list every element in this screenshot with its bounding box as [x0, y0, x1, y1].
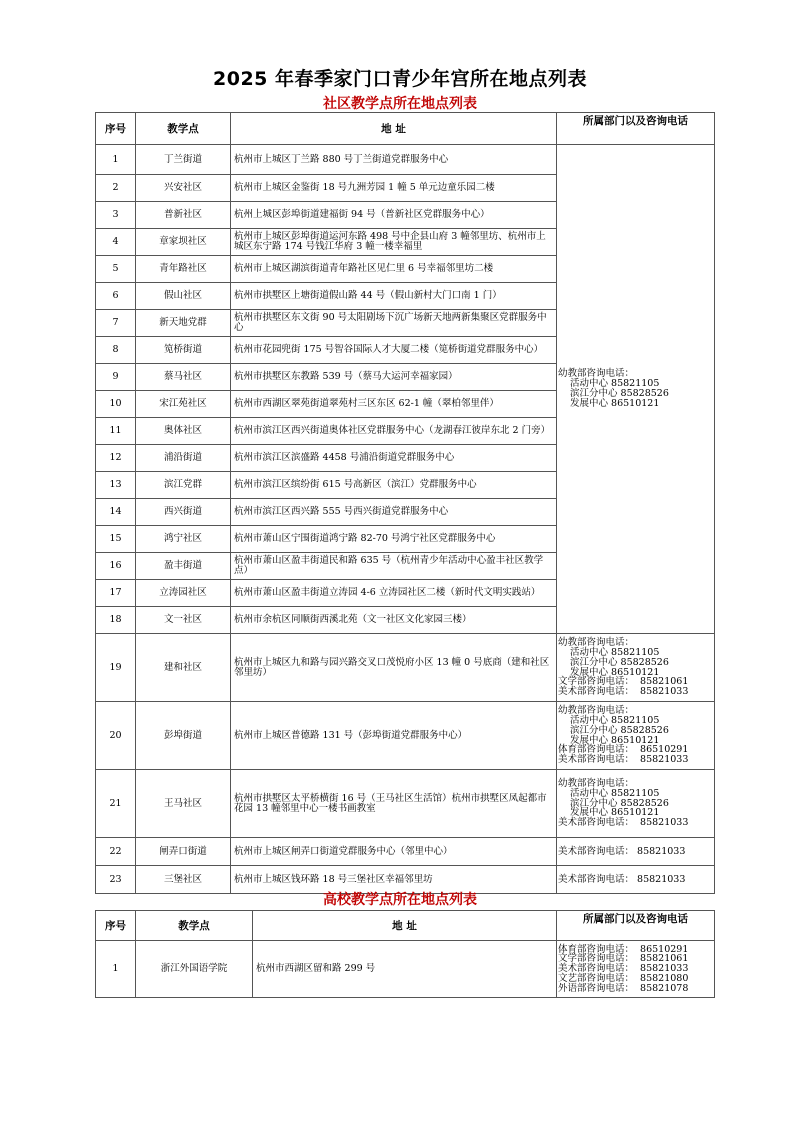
row-name: 笕桥街道	[136, 337, 231, 364]
contact-line: 幼教部咨询电话：	[558, 705, 635, 717]
row-num: 18	[96, 607, 136, 634]
row-address: 杭州市上城区丁兰路 880 号丁兰街道党群服务中心	[231, 145, 557, 175]
row-address: 杭州市上城区普德路 131 号（彭埠街道党群服务中心）	[231, 702, 557, 770]
row-name: 立涛园社区	[136, 580, 231, 607]
table-row	[96, 702, 715, 770]
row-name: 浙江外国语学院	[136, 941, 253, 998]
row-address: 杭州市上城区钱环路 18 号三堡社区幸福邻里坊	[231, 866, 557, 894]
table-row	[96, 634, 715, 702]
contact-line: 外语部咨询电话： 85821078	[558, 982, 689, 994]
row-num: 10	[96, 391, 136, 418]
header-addr: 地 址	[231, 113, 557, 145]
contact-line: 幼教部咨询电话：	[558, 778, 635, 789]
row-address: 杭州市西湖区留和路 299 号	[253, 941, 557, 998]
row-address: 杭州市滨江区缤纷街 615 号高新区（滨江）党群服务中心	[231, 472, 557, 499]
contact-line: 滨江分中心 85828526	[570, 724, 669, 736]
contact-line: 活动中心 85821105	[570, 714, 660, 726]
row-name: 建和社区	[136, 634, 231, 702]
row-name: 滨江党群	[136, 472, 231, 499]
row-address: 杭州市上城区彭埠街道运河东路 498 号中企县山府 3 幢邻里坊、杭州市上城区东宁路 174 号钱江华府 3 幢一楼幸福里	[231, 229, 557, 256]
row-address: 杭州市上城区九和路与园兴路交叉口茂悦府小区 13 幢 0 号底商（建和社区邻里坊）	[231, 634, 557, 702]
contact-line: 文学部咨询电话： 85821061	[558, 953, 689, 965]
contact-line: 活动中心 85821105	[570, 787, 660, 799]
row-num: 5	[96, 256, 136, 283]
contact-line: 滨江分中心 85828526	[570, 388, 669, 399]
row-name: 蔡马社区	[136, 364, 231, 391]
row-num: 2	[96, 175, 136, 202]
row-name: 青年路社区	[136, 256, 231, 283]
table-header-row	[96, 911, 715, 941]
row-address: 杭州市上城区湖滨街道青年路社区见仁里 6 号幸福邻里坊二楼	[231, 256, 557, 283]
row-address: 杭州市西湖区翠苑街道翠苑村三区东区 62-1 幢（翠柏邻里伴）	[231, 391, 557, 418]
row-num: 21	[96, 770, 136, 838]
row-num: 17	[96, 580, 136, 607]
contact-line: 文艺部咨询电话： 85821080	[558, 972, 689, 984]
row-name: 奥体社区	[136, 418, 231, 445]
row-name: 盈丰街道	[136, 553, 231, 580]
row-num: 6	[96, 283, 136, 310]
row-address: 杭州市萧山区盈丰街道立涛园 4-6 立涛园社区二楼（新时代文明实践站）	[231, 580, 557, 607]
contact-cell	[557, 634, 715, 702]
row-address: 杭州市上城区金鉴街 18 号九洲芳园 1 幢 5 单元边童乐园二楼	[231, 175, 557, 202]
row-num: 9	[96, 364, 136, 391]
contact-cell	[557, 145, 715, 634]
row-address: 杭州市上城区闸弄口街道党群服务中心（邻里中心）	[231, 838, 557, 866]
row-name: 兴安社区	[136, 175, 231, 202]
contact-line: 活动中心 85821105	[570, 646, 660, 658]
contact-cell	[557, 702, 715, 770]
university-location-table	[95, 910, 715, 998]
row-address: 杭州市拱墅区东教路 539 号（蔡马大运河幸福家园）	[231, 364, 557, 391]
header-num: 序号	[96, 911, 136, 941]
header-name: 教学点	[136, 113, 231, 145]
row-address: 杭州市余杭区同顺街西溪北苑（文一社区文化家园三楼）	[231, 607, 557, 634]
row-num: 3	[96, 202, 136, 229]
row-name: 假山社区	[136, 283, 231, 310]
row-num: 12	[96, 445, 136, 472]
contact-line: 发展中心 86510121	[570, 397, 660, 409]
row-address: 杭州市花园兜街 175 号智谷国际人才大厦二楼（笕桥街道党群服务中心）	[231, 337, 557, 364]
contact-line: 活动中心 85821105	[570, 378, 660, 390]
row-address: 杭州市滨江区西兴路 555 号西兴街道党群服务中心	[231, 499, 557, 526]
row-address: 杭州上城区彭埠街道建福街 94 号（普新社区党群服务中心）	[231, 202, 557, 229]
row-name: 文一社区	[136, 607, 231, 634]
row-address: 杭州市拱墅区东文街 90 号太阳剧场下沉广场新天地两新集聚区党群服务中心	[231, 310, 557, 337]
row-num: 23	[96, 866, 136, 894]
table-header-row	[96, 113, 715, 145]
row-address: 杭州市拱墅区上塘街道假山路 44 号（假山新村大门口南 1 门）	[231, 283, 557, 310]
contact-line: 美术部咨询电话： 85821033	[558, 817, 689, 829]
row-name: 浦沿街道	[136, 445, 231, 472]
header-dept: 所属部门以及咨询电话	[557, 113, 715, 145]
row-num: 7	[96, 310, 136, 337]
row-num: 4	[96, 229, 136, 256]
contact-line: 文学部咨询电话： 85821061	[558, 676, 689, 688]
row-num: 16	[96, 553, 136, 580]
row-num: 14	[96, 499, 136, 526]
row-num: 13	[96, 472, 136, 499]
row-num: 22	[96, 838, 136, 866]
university-list-subtitle: 高校教学点所在地点列表	[323, 892, 477, 908]
contact-line: 幼教部咨询电话：	[558, 637, 635, 649]
row-name: 西兴街道	[136, 499, 231, 526]
row-name: 普新社区	[136, 202, 231, 229]
row-num: 11	[96, 418, 136, 445]
row-name: 丁兰街道	[136, 145, 231, 175]
row-num: 1	[96, 145, 136, 175]
row-address: 杭州市萧山区盈丰街道民和路 635 号（杭州青少年活动中心盈丰社区教学点）	[231, 553, 557, 580]
page-title: 2025 年春季家门口青少年宫所在地点列表	[213, 68, 587, 90]
community-list-subtitle: 社区教学点所在地点列表	[323, 96, 477, 112]
contact-line: 发展中心 86510121	[570, 666, 660, 678]
row-address: 杭州市滨江区滨盛路 4458 号浦沿街道党群服务中心	[231, 445, 557, 472]
contact-line: 体育部咨询电话： 86510291	[558, 943, 689, 955]
table-row	[96, 838, 715, 866]
contact-line: 体育部咨询电话： 86510291	[558, 744, 689, 756]
contact-cell: 美术部咨询电话： 85821033	[557, 838, 715, 866]
row-num: 15	[96, 526, 136, 553]
row-name: 三堡社区	[136, 866, 231, 894]
row-num: 1	[96, 941, 136, 998]
header-num: 序号	[96, 113, 136, 145]
table-row	[96, 770, 715, 838]
header-addr: 地 址	[253, 911, 557, 941]
community-location-table	[95, 112, 715, 894]
contact-line: 发展中心 86510121	[570, 807, 660, 819]
header-name: 教学点	[136, 911, 253, 941]
row-num: 20	[96, 702, 136, 770]
table-row	[96, 941, 715, 998]
contact-cell	[557, 770, 715, 838]
header-dept: 所属部门以及咨询电话	[557, 911, 715, 941]
row-address: 杭州市萧山区宁围街道鸿宁路 82-70 号鸿宁社区党群服务中心	[231, 526, 557, 553]
row-name: 新天地党群	[136, 310, 231, 337]
row-num: 8	[96, 337, 136, 364]
row-address: 杭州市滨江区西兴街道奥体社区党群服务中心（龙湖春江彼岸东北 2 门旁）	[231, 418, 557, 445]
row-name: 宋江苑社区	[136, 391, 231, 418]
table-row	[96, 145, 715, 175]
contact-line: 滨江分中心 85828526	[570, 797, 669, 809]
row-name: 彭埠街道	[136, 702, 231, 770]
row-name: 王马社区	[136, 770, 231, 838]
contact-line: 美术部咨询电话： 85821033	[558, 686, 689, 698]
row-name: 闸弄口街道	[136, 838, 231, 866]
contact-line: 滨江分中心 85828526	[570, 656, 669, 668]
contact-line: 美术部咨询电话： 85821033	[558, 754, 689, 766]
contact-cell: 美术部咨询电话： 85821033	[557, 866, 715, 894]
row-address: 杭州市拱墅区太平桥横街 16 号（王马社区生活馆）杭州市拱墅区凤起都市花园 13 幢邻里中心一楼书画教室	[231, 770, 557, 838]
row-num: 19	[96, 634, 136, 702]
contact-line: 发展中心 86510121	[570, 734, 660, 746]
row-name: 鸿宁社区	[136, 526, 231, 553]
contact-line: 幼教部咨询电话：	[558, 368, 635, 380]
row-name: 章家坝社区	[136, 229, 231, 256]
contact-cell	[557, 941, 715, 998]
contact-line: 美术部咨询电话： 85821033	[558, 963, 689, 975]
